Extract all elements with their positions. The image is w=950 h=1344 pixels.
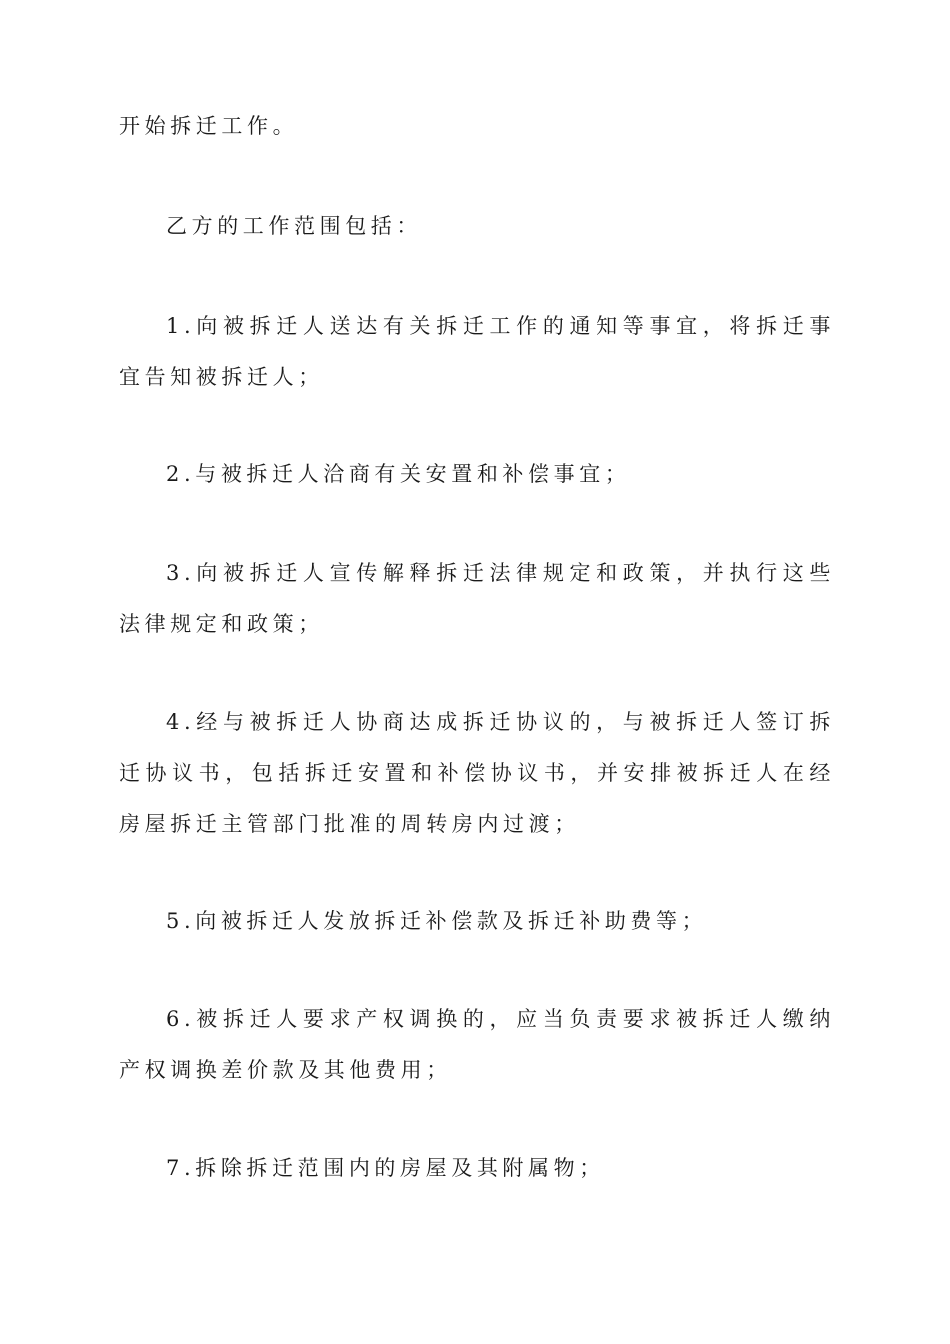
paragraph-scope-heading: 乙方的工作范围包括：: [166, 214, 422, 238]
list-item-6: 6.被拆迁人要求产权调换的，应当负责要求被拆迁人缴纳产权调换差价款及其他费用；: [119, 1007, 835, 1082]
list-item-2: 2.与被拆迁人洽商有关安置和补偿事宜；: [166, 462, 631, 486]
list-item-3: 3.向被拆迁人宣传解释拆迁法律规定和政策，并执行这些法律规定和政策；: [119, 561, 835, 636]
list-item-5: 5.向被拆迁人发放拆迁补偿款及拆迁补助费等；: [166, 909, 708, 933]
list-item-4: 4.经与被拆迁人协商达成拆迁协议的，与被拆迁人签订拆迁协议书，包括拆迁安置和补偿协议书，并安排被拆迁人在经房屋拆迁主管部门批准的周转房内过渡；: [119, 710, 835, 836]
list-item-1: 1.向被拆迁人送达有关拆迁工作的通知等事宜，将拆迁事宜告知被拆迁人；: [119, 314, 835, 389]
list-item-7: 7.拆除拆迁范围内的房屋及其附属物；: [166, 1156, 605, 1180]
paragraph-continuation: 开始拆迁工作。: [119, 114, 299, 138]
